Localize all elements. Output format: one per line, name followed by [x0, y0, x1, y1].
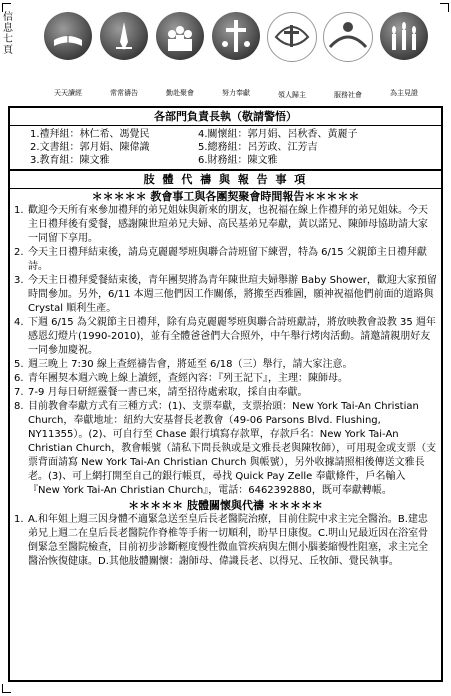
icon-banner: [40, 12, 424, 98]
prayer-icon: [100, 12, 148, 60]
list-item: 2. 今天主日禮拜結束後，請烏克麗麗琴班與聯合詩班留下練習，特為 6/15 父親節主日禮拜獻詩。: [14, 247, 427, 272]
list-item: 5. 週三晚上 7:30 線上查經禱告會，將延至 6/18（三）舉行，請大家注意。: [14, 359, 353, 370]
prayer-icon-item: [96, 12, 152, 98]
group-cell: 5.總務組：呂芳政、江芳吉: [198, 142, 318, 153]
evangelism-icon: [267, 12, 317, 62]
list-item: 3. 今天主日禮拜愛餐結束後，青年團契將為青年陳世瑄夫婦舉辦 Baby Shower，歡迎大家預留時間參加。另外，6/11 本週三他們因工作關係，將搬至西雅圖，願神祝福他們前面的道路與 Crystal 順利生產。: [14, 275, 437, 314]
icon-caption: 努力奉獻: [222, 89, 250, 97]
read-bible-icon: [44, 12, 92, 60]
group-cell: 6.財務組：陳文雅: [198, 155, 278, 166]
corner-mark-bottom-left: [2, 684, 11, 693]
group-cell: 4.關懷組：郭月娟、呂秋香、黃麗子: [198, 129, 358, 140]
groups-title: 各部門負責長執（敬請警悟）: [10, 108, 441, 126]
service-icon-item: [208, 12, 264, 98]
list-item: 7. 7-9 月每日研經靈餐一書已來，請至招待處索取，採自由奉獻。: [14, 387, 308, 398]
bulletin-box: [8, 106, 443, 682]
group-cell: 2.文書組：郭月娟、陳偉識: [30, 142, 150, 153]
icon-caption: 勤赴聚會: [166, 89, 194, 97]
care-list: [10, 513, 441, 569]
community-icon: [323, 12, 373, 62]
announcements-subheading: ＊＊＊＊＊ 教會事工與各團契聚會時間報告＊＊＊＊＊: [91, 190, 360, 203]
read-bible-icon-item: [40, 12, 96, 98]
icon-caption: 常常禱告: [110, 89, 138, 97]
list-item: 8. 目前教會奉獻方式有三種方式：(1)、支票奉獻，支票抬頭：New York Tai-An Christian Church，奉獻地址：紐約大安基督長老教會（49-06 Parsons Blvd. Flushing, NY11355）。(2)、可自行至 Chase 銀行填寫存款單，存款戶名：New York Tai-An Christian Church，教會帳號（請私下問長執或是文雅長老與陳牧師），可用現金或支票（支票背面請寫 New York Tai-An Christian Church 與帳號），另外收據請照相後傳送文雅長老。(3)、可上網打開至自己的銀行帳頁，尋找 Quick Pay Zelle 奉獻條件，戶名輸入『New York Tai-An Christian Church』，電話：6462392880，既可奉獻轉帳。: [14, 401, 437, 496]
worship-icon-item: [152, 12, 208, 98]
list-item: 4. 下週 6/15 為父親節主日禮拜，除有烏克麗麗琴班與聯合詩班獻詩，將放映教會設教 35 週年感恩幻燈片(1990-2010)，並有全體爸爸們大合照外，中午舉行烤肉活動。請邀請親朋好友一同參加慶祝。: [14, 317, 436, 356]
icon-caption: 天天讀經: [54, 89, 82, 97]
groups-table: [10, 126, 441, 169]
community-icon-item: [320, 12, 376, 100]
worship-icon: [156, 12, 204, 60]
group-cell: 1.禮拜組：林仁希、馮覺民: [30, 129, 150, 140]
report-heading: 肢 體 代 禱 與 報 告 事 項: [10, 171, 441, 189]
list-item: 1. A.和年姐上週三因身體不適緊急送至皇后長老醫院治療，目前住院中求主完全醫治。B.建忠弟兄上週二在皇后長老醫院作脊椎等手術一切順利，盼早日康復。C.明山兄最近因在浴室骨倒緊急至醫院檢查，目前初步診斷輕度慢性微血管疾病與左側小腦萎縮慢性阻塞，求主完全醫治恢復健康。D.其他肢體關懷：謝師母、偉識長老、以得兄、丘牧師、覺民執事。: [14, 514, 429, 567]
group-cell: 3.教育組：陳文雅: [30, 155, 110, 166]
list-item: 6. 青年團契本週六晚上線上讀經，查經內容：『列王記下』，主理：陳師母。: [14, 373, 348, 384]
service-icon: [212, 12, 260, 60]
candles-icon-item: [376, 12, 432, 98]
icon-caption: 為主見證: [390, 89, 418, 97]
page-side-label: 信息七頁: [3, 12, 13, 56]
care-subheading: ＊＊＊＊＊ 肢體關懷與代禱 ＊＊＊＊＊: [128, 499, 323, 512]
corner-mark-top-right: [440, 3, 449, 12]
evangelism-icon-item: [264, 12, 320, 100]
candles-icon: [380, 12, 428, 60]
announcement-list: [10, 204, 441, 498]
corner-mark-top-left: [2, 3, 11, 12]
icon-caption: 服務社會: [334, 91, 362, 99]
icon-caption: 領人歸主: [278, 91, 306, 99]
list-item: 1. 歡迎今天所有來參加禮拜的弟兄姐妹與新來的朋友，也祝福在線上作禮拜的弟兄姐妹。今天主日禮拜後有愛餐，感謝陳世瑄弟兄夫婦、高民基弟兄奉獻，黃以諾兄、陳師母協助請大家一同留下享用。: [14, 205, 428, 244]
